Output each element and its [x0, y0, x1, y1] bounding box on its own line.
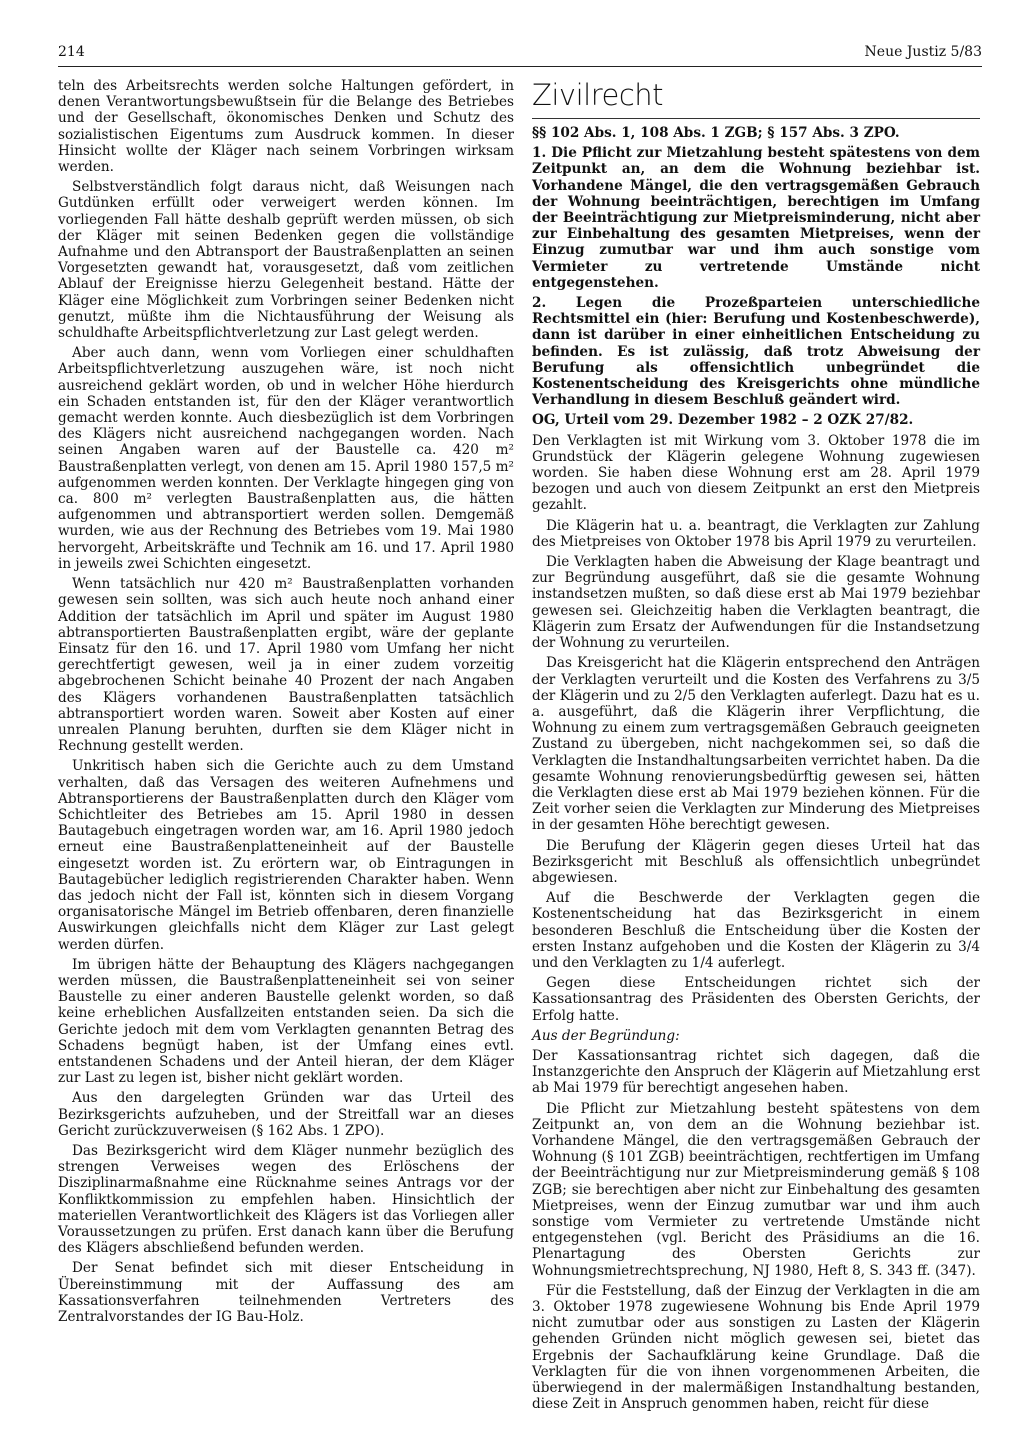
- page-header: [58, 44, 982, 67]
- paragraph: Aber auch dann, wenn vom Vorliegen einer schuldhaften Arbeitspflichtverletzung auszugehen wäre, ist noch nicht ausreichend geklärt worden, ob und in welcher Höhe hierdurch ein Schaden entstanden ist, für den der Kläger verantwortlich gemacht werden konnte. Auch diesbezüglich ist dem Vorbringen des Klägers nicht ausreichend nachgegangen worden. Nach seinen Angaben waren auf der Baustelle ca. 420 m² Baustraßenplatten verlegt, von denen am 15. April 1980 157,5 m² aufgenommen werden konnten. Der Verklagte hingegen ging von ca. 800 m² verlegten Baustraßenplatten aus, die hätten aufgenommen und abtransportiert werden sollen. Demgemäß wurden, wie aus der Rechnung des Betriebes vom 19. Mai 1980 hervorgeht, Arbeitskräfte und Technik am 16. und 17. April 1980 in jeweils zwei Schichten eingesetzt.: [58, 345, 514, 572]
- paragraph: Für die Feststellung, daß der Einzug der Verklagten in die am 3. Oktober 1978 zugewiesene Wohnung bis Ende April 1979 nicht zumutbar oder aus sonstigen zu Lasten der Klägerin gehenden Gründen nicht möglich gewesen sei, bietet das Ergebnis der Sachaufklärung keine Grundlage. Daß die Verklagten für die von ihnen vorgenommenen Arbeiten, die überwiegend in der malermäßigen Instandhaltung bestanden, diese Zeit in Anspruch genommen haben, reicht für diese: [532, 1282, 980, 1413]
- paragraph: Das Bezirksgericht wird dem Kläger nunmehr bezüglich des strengen Verweises wegen des Erlöschens der Disziplinarmaßnahme eine Rücknahme seines Antrags vor der Konfliktkommission zu empfehlen haben. Hinsichtlich der materiellen Verantwortlichkeit des Klägers ist das Vorliegen aller Voraussetzungen zu prüfen. Erst danach kann über die Berufung des Klägers abschließend befunden werden.: [58, 1143, 514, 1257]
- page-number: 214: [58, 44, 85, 60]
- paragraph: Die Pflicht zur Mietzahlung besteht spätestens von dem Zeitpunkt an, von dem an die Wohnung beziehbar ist. Vorhandene Mängel, die den vertragsgemäßen Gebrauch der Wohnung (§ 101 ZGB) beeinträchtigen, rechtfertigen im Umfang der Beeinträchtigung nur zur Mietpreisminderung gemäß § 108 ZGB; sie berechtigen aber nicht zur Einbehaltung des gesamten Mietpreises, wenn der Einzug zumutbar war und ihm auch sonstige vom Vermieter zu vertretende Umstände nicht entgegenstehen (vgl. Bericht des Präsidiums an die 16. Plenartagung des Obersten Gerichts zur Wohnungsmietrechtsprechung, NJ 1980, Heft 8, S. 343 ff. (347).: [532, 1100, 980, 1279]
- paragraph: teln des Arbeitsrechts werden solche Haltungen gefördert, in denen Verantwortungsbewußtsein für die Belange des Betriebes und der Gesellschaft, ökonomisches Denken und Schutz des sozialistischen Eigentums zum Ausdruck kommen. In dieser Hinsicht wollte der Kläger nach seinem Vorbringen wirksam werden.: [58, 78, 514, 176]
- paragraph: Auf die Beschwerde der Verklagten gegen die Kostenentscheidung hat das Bezirksgericht in einem besonderen Beschluß die Entscheidung über die Kosten der ersten Instanz aufgehoben und die Kosten der Klägerin zu 3/4 und den Verklagten zu 1/4 auferlegt.: [532, 890, 980, 971]
- paragraph: Die Berufung der Klägerin gegen dieses Urteil hat das Bezirksgericht mit Beschluß als offensichtlich unbegründet abgewiesen.: [532, 837, 980, 886]
- paragraph: Selbstverständlich folgt daraus nicht, daß Weisungen nach Gutdünken erfüllt oder verweigert werden können. Im vorliegenden Fall hätte deshalb geprüft werden müssen, ob sich der Kläger mit seinen Bedenken gegen die vollständige Aufnahme und den Abtransport der Baustraßenplatten an seinen Vorgesetzten gewandt hat, vorausgesetzt, daß vom zeitlichen Ablauf der Ereignisse hierzu Gelegenheit bestand. Hätte der Kläger eine Möglichkeit zum Vorbringen seiner Bedenken nicht genutzt, müßte ihm die Nichtausführung der Weisung als schuldhafte Arbeitspflichtverletzung zur Last gelegt werden.: [58, 179, 514, 342]
- paragraph: Im übrigen hätte der Behauptung des Klägers nachgegangen werden müssen, die Baustraßenplatteneinheit sei von seiner Baustelle zu einer anderen Baustelle gelenkt worden, so daß keine erheblichen Ausfallzeiten entstanden seien. Da sich die Gerichte jedoch mit dem vom Verklagten genannten Betrag des Schadens begnügt haben, ist der Umfang eines evtl. entstandenen Schadens und der Anteil hieran, der dem Kläger zur Last zu legen ist, bisher nicht geklärt worden.: [58, 956, 514, 1087]
- court-reference: OG, Urteil vom 29. Dezember 1982 – 2 OZK 27/82.: [532, 412, 914, 429]
- paragraph: Die Klägerin hat u. a. beantragt, die Verklagten zur Zahlung des Mietpreises von Oktober 1978 bis April 1979 zu verurteilen.: [532, 517, 980, 550]
- paragraph: Das Kreisgericht hat die Klägerin entsprechend den Anträgen der Verklagten verurteilt und die Kosten des Verfahrens zu 3/5 der Klägerin und zu 2/5 den Verklagten auferlegt. Dazu hat es u. a. ausgeführt, daß die Klägerin ihrer Verpflichtung, die Wohnung zu einem zum vertragsgemäßen Gebrauch geeigneten Zustand zu übergeben, nicht nachgekommen sei, so daß die Verklagten die Instandhaltungsarbeiten verrichtet haben. Da die gesamte Wohnung renovierungsbedürftig gewesen sei, hätten die Verklagten diese erst ab Mai 1979 beziehen können. Für die Zeit vorher seien die Verklagten zur Minderung des Mietpreises in der gesamten Höhe berechtigt gewesen.: [532, 655, 980, 834]
- legal-citation: §§ 102 Abs. 1, 108 Abs. 1 ZGB; § 157 Abs. 3 ZPO.: [532, 125, 900, 141]
- paragraph: Die Verklagten haben die Abweisung der Klage beantragt und zur Begründung ausgeführt, daß sie die gesamte Wohnung instandsetzen mußten, so daß diese erst ab Mai 1979 beziehbar gewesen sei. Gleichzeitig haben die Verklagten beantragt, die Klägerin zum Ersatz der Aufwendungen für die Instandsetzung der Wohnung zu verurteilen.: [532, 554, 980, 652]
- paragraph: Aus den dargelegten Gründen war das Urteil des Bezirksgerichts aufzuheben, und der Streitfall war an dieses Gericht zurückzuverweisen (§ 162 Abs. 1 ZPO).: [58, 1090, 514, 1139]
- paragraph: Wenn tatsächlich nur 420 m² Baustraßenplatten vorhanden gewesen sein sollten, was sich auch heute noch anhand einer Addition der tatsächlich im April und später im August 1980 abtransportierten Baustraßenplatten ergibt, wäre der geplante Einsatz für den 16. und 17. April 1980 vom Umfang her nicht gerechtfertigt gewesen, weil ja in einer zudem vorzeitig abgebrochenen Schicht beinahe 40 Prozent der nach Angaben des Klägers vorhandenen Baustraßenplatten tatsächlich abtransportiert worden waren. Soweit aber Kosten auf einer unrealen Planung beruhten, durften sie dem Kläger nicht in Rechnung gestellt werden.: [58, 576, 514, 755]
- paragraph: Der Senat befindet sich mit dieser Entscheidung in Übereinstimmung mit der Auffassung des am Kassationsverfahren teilnehmenden Vertreters des Zentralvorstandes der IG Bau-Holz.: [58, 1260, 514, 1326]
- journal-issue: Neue Justiz 5/83: [864, 44, 982, 60]
- left-column: [58, 78, 514, 1329]
- paragraph: Gegen diese Entscheidungen richtet sich der Kassationsantrag des Präsidenten des Obersten Gerichts, der Erfolg hatte.: [532, 975, 980, 1024]
- section-title: Zivilrecht: [532, 78, 980, 119]
- subheading: Aus der Begründung:: [532, 1027, 680, 1044]
- paragraph: Unkritisch haben sich die Gerichte auch zu dem Umstand verhalten, daß das Versagen des weiteren Aufnehmens und Abtransportierens der Baustraßenplatten durch den Kläger vom Schichtleiter des Betriebes am 15. April 1980 in dessen Bautagebuch eingetragen worden war, am 16. April 1980 jedoch erneut eine Baustraßenplatteneinheit auf der Baustelle eingesetzt worden ist. Zu erörtern war, ob Eintragungen in Bautagebücher lediglich registrierenden Charakter haben. Wenn das jedoch nicht der Fall ist, könnten sich in diesem Vorgang organisatorische Mängel im Betrieb offenbaren, deren finanzielle Auswirkungen gleichfalls nicht dem Kläger zur Last gelegt werden dürfen.: [58, 758, 514, 953]
- right-column: [532, 78, 980, 1416]
- headnote-2: 2. Legen die Prozeßparteien unterschiedliche Rechtsmittel ein (hier: Berufung und Kostenbeschwerde), dann ist darüber in einer einheitlichen Entscheidung zu befinden. Es ist zulässig, daß trotz Abweisung der Berufung als offensichtlich unbegründet die Kostenentscheidung des Kreisgerichts ohne mündliche Verhandlung in diesem Beschluß geändert wird.: [532, 295, 980, 409]
- paragraph: Den Verklagten ist mit Wirkung vom 3. Oktober 1978 die im Grundstück der Klägerin gelegene Wohnung zugewiesen worden. Sie haben diese Wohnung erst am 28. April 1979 bezogen und auch von diesem Zeitpunkt an erst den Mietpreis gezahlt.: [532, 432, 980, 514]
- headnote-1: 1. Die Pflicht zur Mietzahlung besteht spätestens von dem Zeitpunkt an, an dem die Wohnung beziehbar ist. Vorhandene Mängel, die den vertragsgemäßen Gebrauch der Wohnung beeinträchtigen, berechtigen im Umfang der Beeinträchtigung zur Mietpreisminderung, nicht aber zur Einbehaltung des gesamten Mietpreises, wenn der Einzug zumutbar war und ihm auch sonstige vom Vermieter zu vertretende Umstände nicht entgegenstehen.: [532, 145, 980, 291]
- paragraph: Der Kassationsantrag richtet sich dagegen, daß die Instanzgerichte den Anspruch der Klägerin auf Mietzahlung erst ab Mai 1979 für berechtigt angesehen haben.: [532, 1047, 980, 1097]
